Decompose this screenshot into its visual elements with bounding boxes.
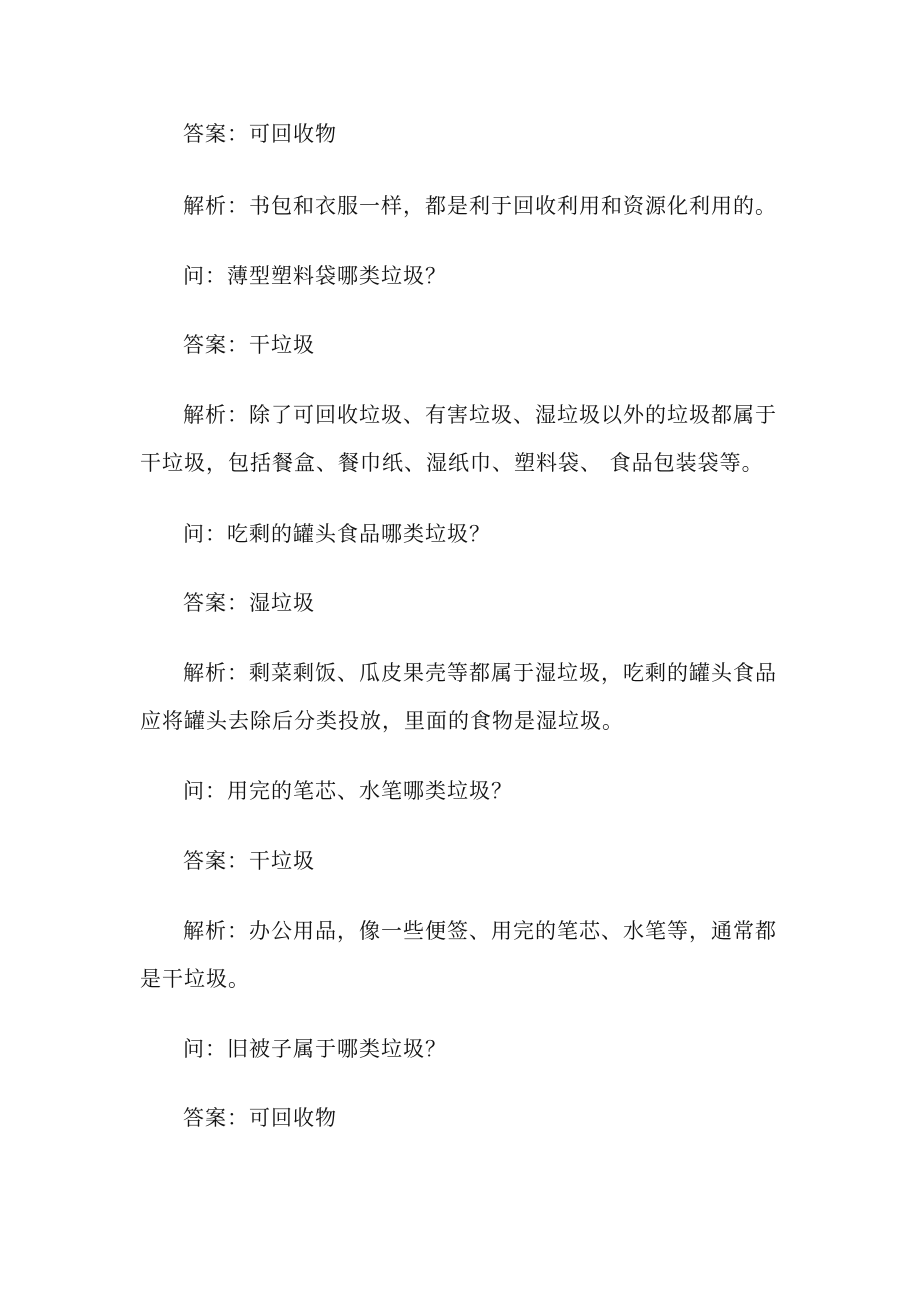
explanation-line-4b: 是干垃圾。 <box>140 967 250 991</box>
explanation-line-2b: 干垃圾，包括餐盒、餐巾纸、湿纸巾、塑料袋、 食品包装袋等。 <box>140 451 764 475</box>
answer-line-2: 答案：干垃圾 <box>183 333 315 357</box>
answer-line-1: 答案：可回收物 <box>183 122 337 146</box>
question-line-3: 问：用完的笔芯、水笔哪类垃圾？ <box>183 779 513 803</box>
question-line-2: 问：吃剩的罐头食品哪类垃圾？ <box>183 522 491 546</box>
explanation-line-2a: 解析：除了可回收垃圾、有害垃圾、湿垃圾以外的垃圾都属于 <box>183 403 777 427</box>
answer-line-3: 答案：湿垃圾 <box>183 591 315 615</box>
explanation-line-4a: 解析：办公用品，像一些便签、用完的笔芯、水笔等，通常都 <box>183 919 777 943</box>
answer-line-4: 答案：干垃圾 <box>183 849 315 873</box>
answer-line-5: 答案：可回收物 <box>183 1106 337 1130</box>
question-line-4: 问：旧被子属于哪类垃圾？ <box>183 1037 447 1061</box>
question-line-1: 问：薄型塑料袋哪类垃圾？ <box>183 264 447 288</box>
explanation-line-3a: 解析：剩菜剩饭、瓜皮果壳等都属于湿垃圾，吃剩的罐头食品 <box>183 661 777 685</box>
explanation-line-3b: 应将罐头去除后分类投放，里面的食物是湿垃圾。 <box>140 709 624 733</box>
explanation-line-1: 解析：书包和衣服一样，都是利于回收利用和资源化利用的。 <box>183 194 777 218</box>
